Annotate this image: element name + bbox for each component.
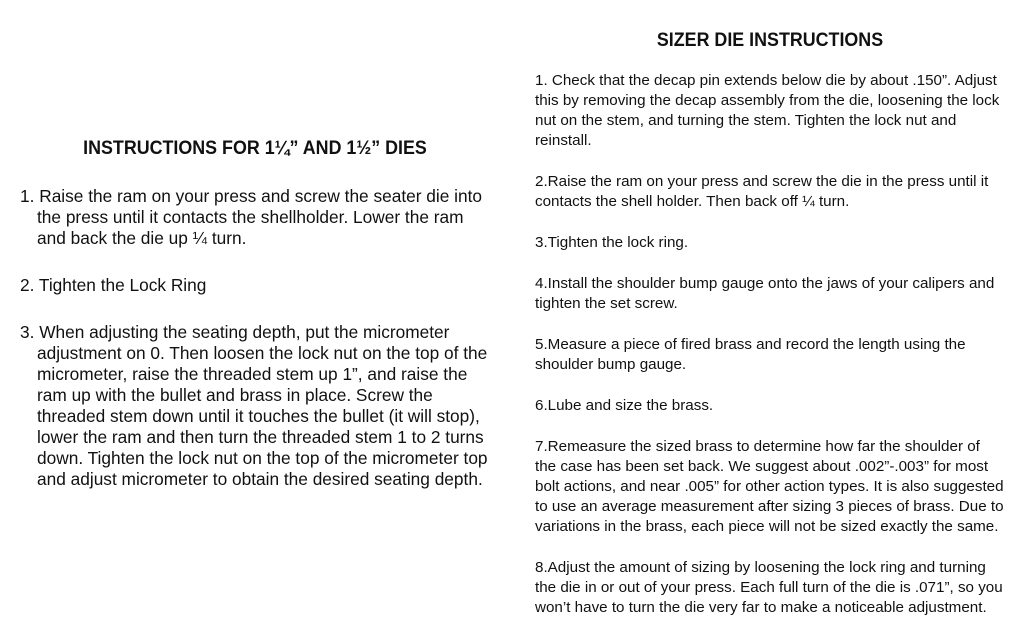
sizer-step-8: 8.Adjust the amount of sizing by loosening the lock ring and turning the die in or out of your press. Each full turn of the die is .071”, so you won’t have to turn the die very far to make a noticeable adjustment.: [535, 559, 1003, 616]
seater-die-instructions: [20, 138, 490, 516]
seater-step-1: 1. Raise the ram on your press and screw the seater die into the press until it contacts the shellholder. Lower the ram and back the die up ¼ turn.: [20, 186, 483, 248]
sizer-step-5: 5.Measure a piece of fired brass and record the length using the shoulder bump gauge.: [535, 336, 966, 373]
sizer-step-6: 6.Lube and size the brass.: [535, 397, 714, 414]
sizer-die-instructions: [535, 30, 1005, 639]
seater-die-title: INSTRUCTIONS FOR 1¼” AND 1½” DIES: [83, 138, 427, 159]
seater-step-3: 3. When adjusting the seating depth, put the micrometer adjustment on 0. Then loosen the lock nut on the top of the micrometer, raise the threaded stem up 1”, and raise the ram up with the bullet and brass in place. Screw the threaded stem down until it touches the bullet (it will stop), lower the ram and then turn the threaded stem 1 to 2 turns down. Tighten the lock nut on the top of the micrometer top and adjust micrometer to obtain the desired seating depth.: [20, 322, 488, 489]
sizer-die-title: SIZER DIE INSTRUCTIONS: [656, 30, 884, 51]
sizer-step-1: 1. Check that the decap pin extends below die by about .150”. Adjust this by removing the decap assembly from the die, loosening the lock nut on the stem, and turning the stem. Tighten the lock nut and reinstall.: [535, 72, 1000, 149]
seater-step-2: 2. Tighten the Lock Ring: [20, 275, 207, 295]
sizer-step-2: 2.Raise the ram on your press and screw the die in the press until it contacts the shell holder. Then back off ¼ turn.: [535, 173, 989, 210]
sizer-step-7: 7.Remeasure the sized brass to determine how far the shoulder of the case has been set back. We suggest about .002”-.003” for most bolt actions, and near .005” for other action types. It is also suggested to use an average measurement after sizing 3 pieces of brass. Due to variations in the brass, each piece will not be sized exactly the same.: [535, 438, 1004, 535]
sizer-step-3: 3.Tighten the lock ring.: [535, 234, 689, 251]
sizer-step-4: 4.Install the shoulder bump gauge onto the jaws of your calipers and tighten the set screw.: [535, 275, 995, 312]
